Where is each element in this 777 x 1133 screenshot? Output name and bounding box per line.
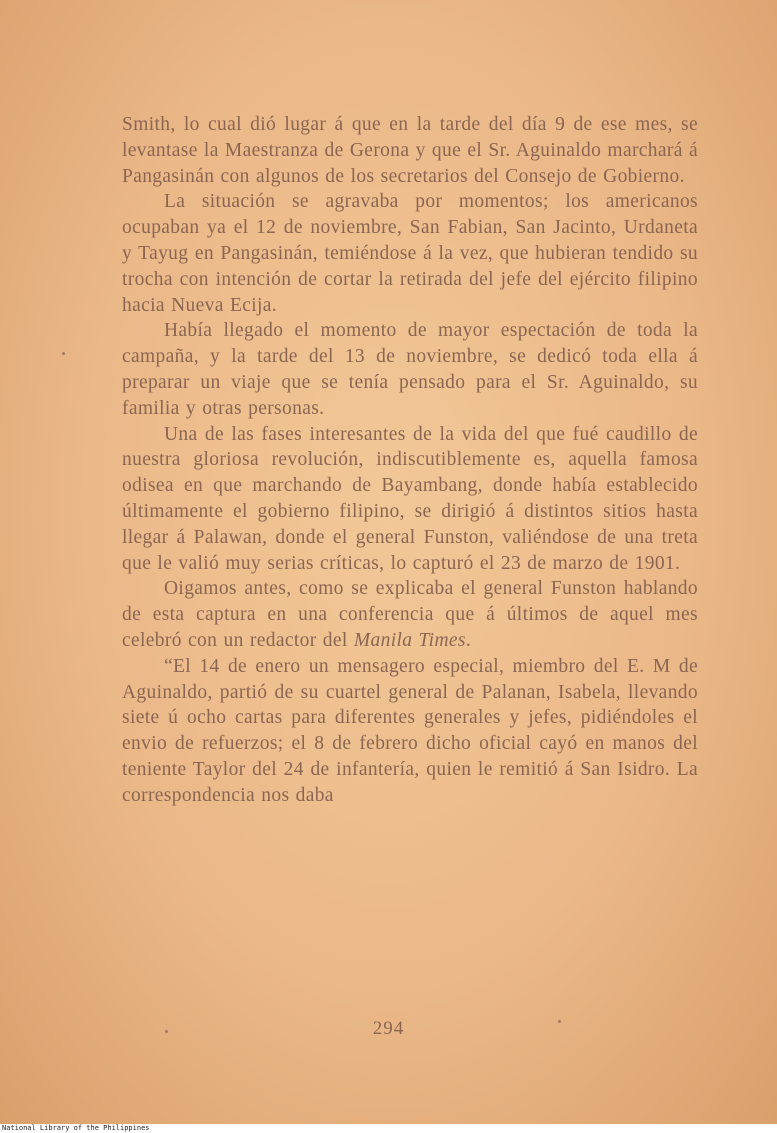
paragraph-text: Oigamos antes, como se explicaba el general Funston hablando de esta captura en una conferencia que á últimos de aquel mes celebró con un redactor del [122,578,698,651]
page-body-text [122,112,698,809]
newspaper-title: Manila Times [353,629,466,651]
paragraph: La situación se agravaba por momentos; los americanos ocupaban ya el 12 de noviembre, San Fabian, San Jacinto, Urdaneta y Tayug en Pangasinán, temiéndose á la vez, que hubieran tendido su trocha con intención de cortar la retirada del jefe del ejército filipino hacia Nueva Ecija. [122,191,698,316]
paragraph: “El 14 de enero un mensagero especial, miembro del E. M de Aguinaldo, partió de su cuartel general de Palanan, Isabela, llevando siete ú ocho cartas para diferentes generales y jefes, pidiéndoles el envio de refuerzos; el 8 de febrero dicho oficial cayó en manos del teniente Taylor del 24 de infantería, quien le remitió á San Isidro. La correspondencia nos daba [122,655,698,806]
paragraph: Una de las fases interesantes de la vida del que fué caudillo de nuestra gloriosa revolución, indiscutiblemente es, aquella famosa odisea en que marchando de Bayambang, donde había establecido últimamente el gobierno filipino, se dirigió á distintos sitios hasta llegar á Palawan, donde el general Funston, valiéndose de una treta que le valió muy serias críticas, lo capturó el 23 de marzo de 1901. [122,423,698,574]
paragraph [122,576,698,653]
paper-speck [165,1030,168,1033]
paragraph: Smith, lo cual dió lugar á que en la tarde del día 9 de ese mes, se levantase la Maestranza de Gerona y que el Sr. Aguinaldo marchará á Pangasinán con algunos de los secretarios del Consejo de Gobierno. [122,114,698,187]
footer-credit: National Library of the Philippines [2,1124,150,1132]
paragraph-text-end: . [465,629,472,651]
paper-speck [62,352,65,355]
paper-speck [558,1020,561,1023]
paragraph: Había llegado el momento de mayor espectación de toda la campaña, y la tarde del 13 de noviembre, se dedicó toda ella á preparar un viaje que se tenía pensado para el Sr. Aguinaldo, su familia y otras personas. [122,320,698,419]
footer-bar [0,1124,777,1133]
page-number: 294 [372,1018,405,1039]
